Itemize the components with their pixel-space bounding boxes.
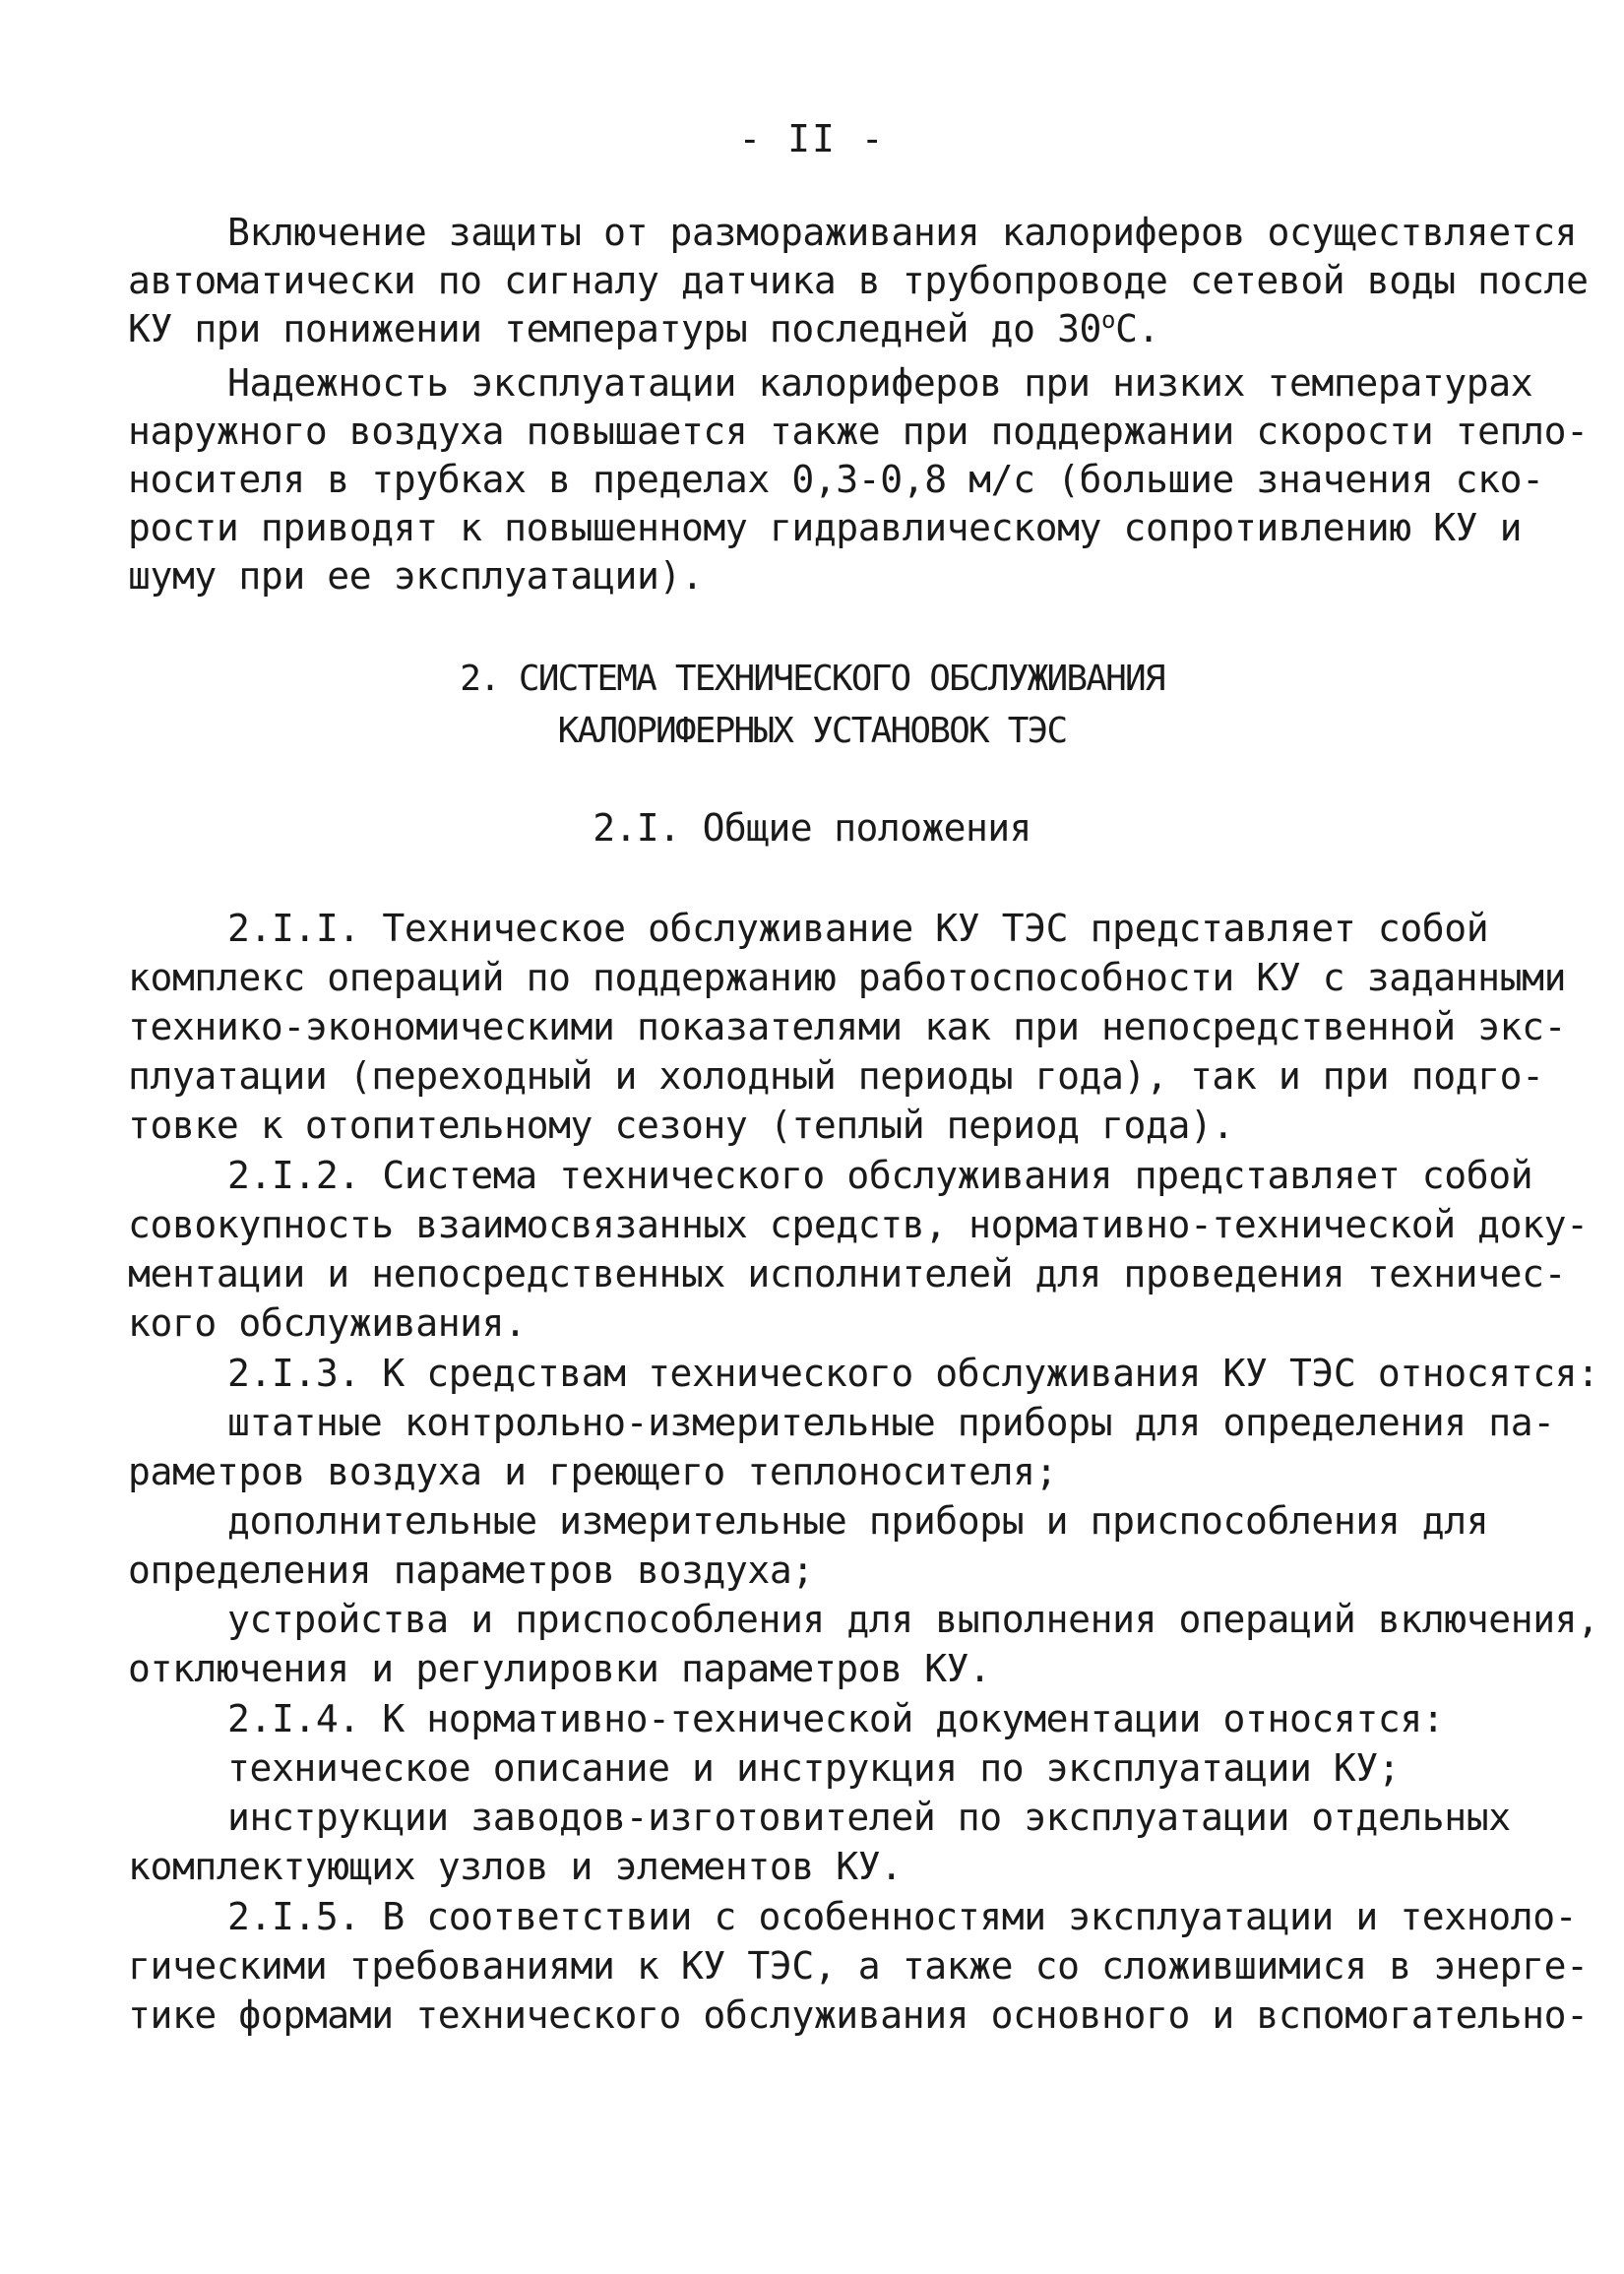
text-line: тике формами технического обслуживания основного и вспомогательно- xyxy=(128,1993,1589,2037)
text-line: ментации и непосредственных исполнителей для проведения техничес- xyxy=(128,1252,1567,1295)
text-line: Включение защиты от размораживания калориферов осуществляется xyxy=(227,211,1578,254)
text-line: определения параметров воздуха; xyxy=(128,1548,814,1592)
text-line: 2.I.I. Техническое обслуживание КУ ТЭС представляет собой xyxy=(227,907,1489,950)
text-line: технико-экономическими показателями как при непосредственной экс- xyxy=(128,1005,1567,1048)
text-line: 2.I.4. К нормативно-технической документации относятся: xyxy=(227,1697,1445,1740)
text-line: раметров воздуха и греющего теплоносителя; xyxy=(128,1450,1058,1493)
text-line: рости приводят к повышенному гидравлическому сопротивлению КУ и xyxy=(128,506,1523,549)
text-line: инструкции заводов-изготовителей по эксплуатации отдельных xyxy=(227,1796,1511,1839)
text-line: гическими требованиями к КУ ТЭС, а также со сложившимися в энерге- xyxy=(128,1944,1589,1988)
text-line-part: КУ при понижении температуры последней до 30 xyxy=(128,307,1102,350)
section-title-line-1: 2. СИСТЕМА ТЕХНИЧЕСКОГО ОБСЛУЖИВАНИЯ xyxy=(460,659,1164,699)
section-title-line-2: КАЛОРИФЕРНЫХ УСТАНОВОК ТЭС xyxy=(557,711,1067,751)
text-line-part: С. xyxy=(1115,307,1160,350)
text-line: отключения и регулировки параметров КУ. xyxy=(128,1647,991,1690)
text-line: комплекс операций по поддержанию работоспособности КУ с заданными xyxy=(128,956,1567,999)
text-line: 2.I.2. Система технического обслуживания представляет собой xyxy=(227,1154,1533,1197)
text-line: Надежность эксплуатации калориферов при низких температурах xyxy=(227,361,1533,405)
text-line: наружного воздуха повышается также при поддержании скорости тепло- xyxy=(128,410,1589,453)
text-line: 2.I.5. В соответствии с особенностями эксплуатации и техноло- xyxy=(227,1895,1578,1938)
text-line: устройства и приспособления для выполнения операций включения, xyxy=(227,1598,1599,1641)
subsection-title: 2.I. Общие положения xyxy=(593,806,1031,850)
text-line: плуатации (переходный и холодный периоды года), так и при подго- xyxy=(128,1054,1544,1098)
text-line: товке к отопительному сезону (теплый период года). xyxy=(128,1104,1234,1147)
text-line: совокупность взаимосвязанных средств, нормативно-технической доку- xyxy=(128,1203,1589,1246)
page-number: - II - xyxy=(738,117,886,160)
degree-sign: о xyxy=(1101,306,1116,334)
text-line: штатные контрольно-измерительные приборы для определения па- xyxy=(227,1401,1555,1444)
text-line: дополнительные измерительные приборы и приспособления для xyxy=(227,1499,1489,1543)
text-line: 2.I.3. К средствам технического обслуживания КУ ТЭС относятся: xyxy=(227,1352,1599,1395)
text-line: автоматически по сигналу датчика в трубопроводе сетевой воды после xyxy=(128,259,1589,302)
text-line xyxy=(128,306,1159,351)
text-line: техническое описание и инструкция по эксплуатации КУ; xyxy=(227,1746,1401,1790)
text-line: комплектующих узлов и элементов КУ. xyxy=(128,1845,903,1888)
text-line: шуму при ее эксплуатации). xyxy=(128,554,704,598)
text-line: носителя в трубках в пределах 0,3-0,8 м/с (большие значения ско- xyxy=(128,458,1544,501)
text-line: кого обслуживания. xyxy=(128,1301,527,1345)
